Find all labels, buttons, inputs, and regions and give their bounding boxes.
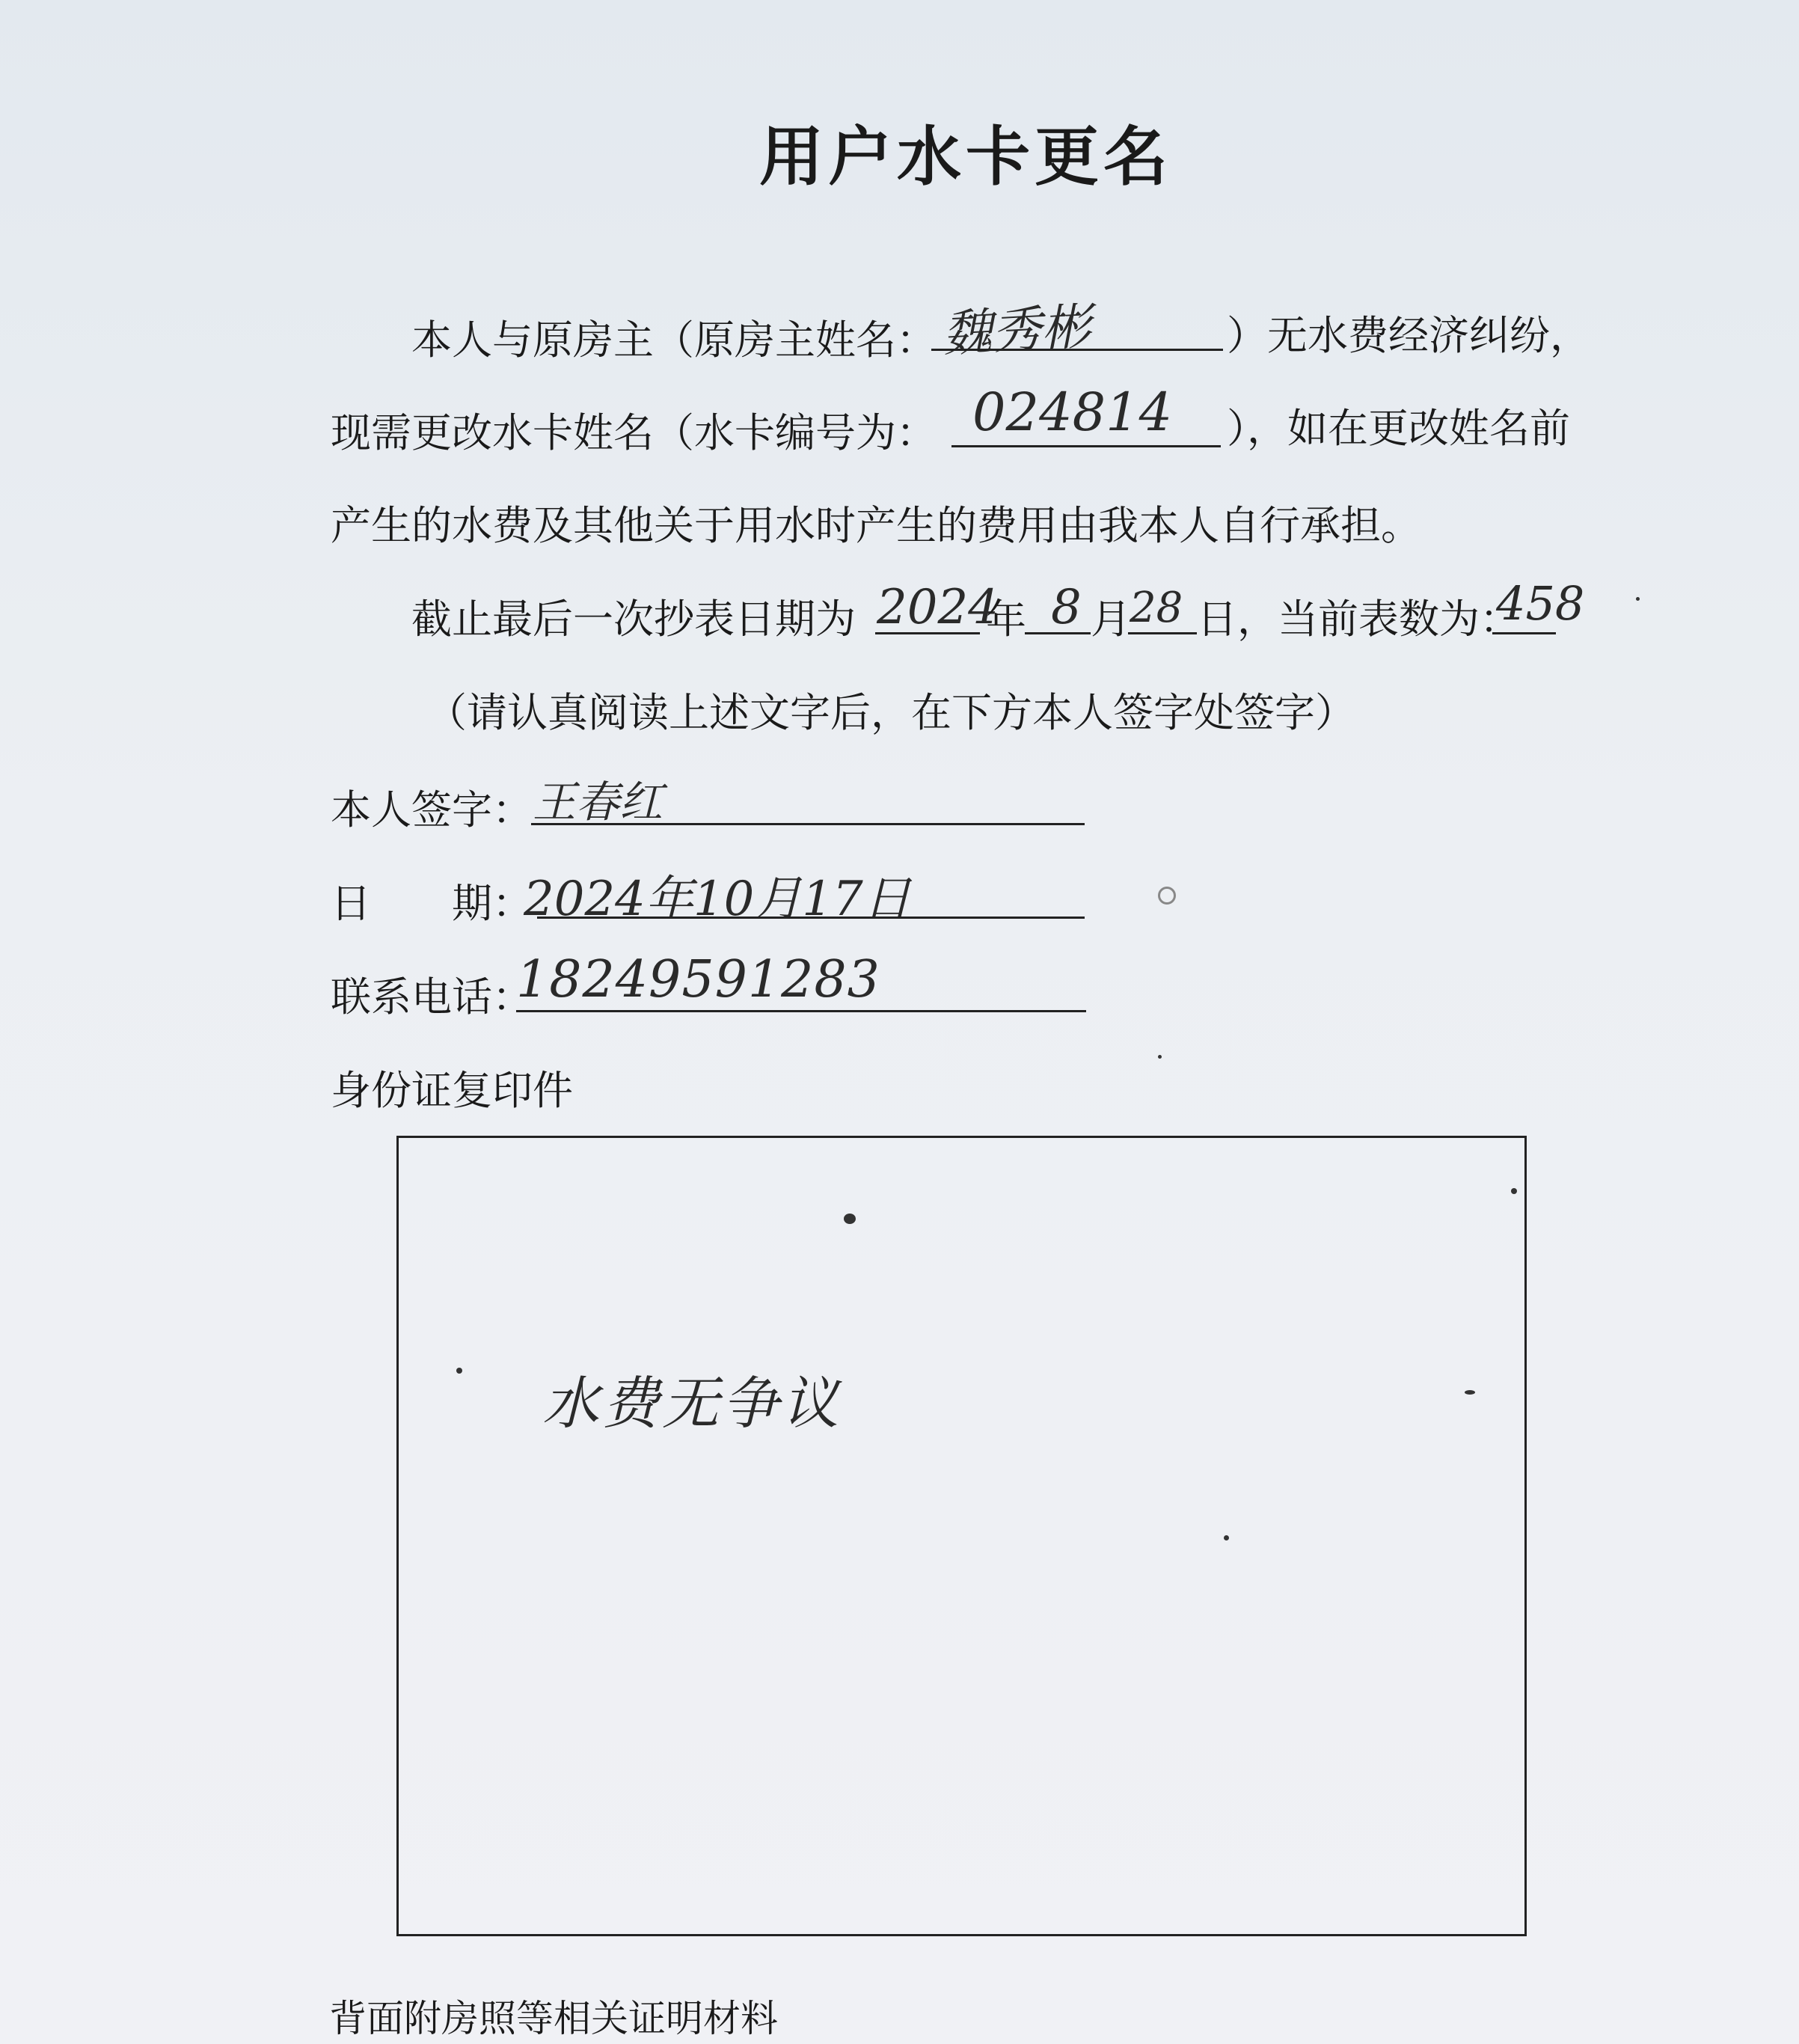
meter-day-handwritten: 28 [1130, 584, 1183, 632]
phone-handwritten: 18249591283 [516, 950, 880, 1009]
meter-month-label: 月 [1091, 596, 1131, 643]
speck [1465, 1390, 1475, 1395]
meter-day-underline [1128, 632, 1197, 634]
signature-label: 本人签字： [331, 786, 533, 833]
meter-month-underline [1025, 632, 1091, 634]
speck [1511, 1188, 1517, 1194]
meter-reading-handwritten: 458 [1496, 576, 1585, 631]
date-label: 日 期： [331, 880, 533, 927]
para1-line2-prefix: 现需更改水卡姓名（水卡编号为： [331, 409, 937, 456]
speck [1636, 597, 1640, 601]
meter-prefix: 截止最后一次抄表日期为 [411, 596, 856, 643]
card-number-handwritten: 024814 [972, 382, 1173, 443]
card-number-underline [951, 445, 1221, 447]
para1-line1-suffix: ）无水费经济纠纷， [1227, 312, 1590, 359]
speck [456, 1368, 462, 1374]
phone-label: 联系电话： [331, 973, 533, 1021]
owner-name-handwritten: 魏秀彬 [941, 297, 1093, 364]
id-copy-note-handwritten: 水费无争议 [542, 1370, 842, 1436]
date-underline [537, 917, 1085, 919]
footer-note: 背面附房照等相关证明材料 [329, 1997, 778, 2040]
page-title: 用户水卡更名 [759, 120, 1172, 195]
meter-year-underline [875, 632, 980, 634]
speck [844, 1214, 856, 1224]
meter-reading-underline [1492, 632, 1556, 634]
id-copy-box [396, 1136, 1527, 1936]
speck [1158, 887, 1176, 905]
meter-year-label: 年 [986, 596, 1026, 643]
meter-day-label: 日，当前表数为： [1197, 596, 1520, 643]
signature-underline [531, 823, 1085, 825]
signature-handwritten: 王春红 [533, 777, 663, 827]
meter-month-handwritten: 8 [1051, 580, 1082, 635]
id-copy-label: 身份证复印件 [331, 1067, 573, 1114]
para1-line3: 产生的水费及其他关于用水时产生的费用由我本人自行承担。 [331, 502, 1421, 549]
owner-name-underline [931, 349, 1223, 351]
para1-line1-prefix: 本人与原房主（原房主姓名： [411, 316, 937, 364]
para1-line2-suffix: ），如在更改姓名前 [1227, 405, 1570, 452]
phone-underline [516, 1010, 1086, 1012]
speck [1158, 1055, 1162, 1059]
speck [1224, 1535, 1229, 1540]
meter-year-handwritten: 2024 [877, 580, 999, 635]
date-handwritten: 2024年10月17日 [524, 872, 911, 927]
signing-instruction: （请认真阅读上述文字后，在下方本人签字处签字） [426, 689, 1355, 736]
